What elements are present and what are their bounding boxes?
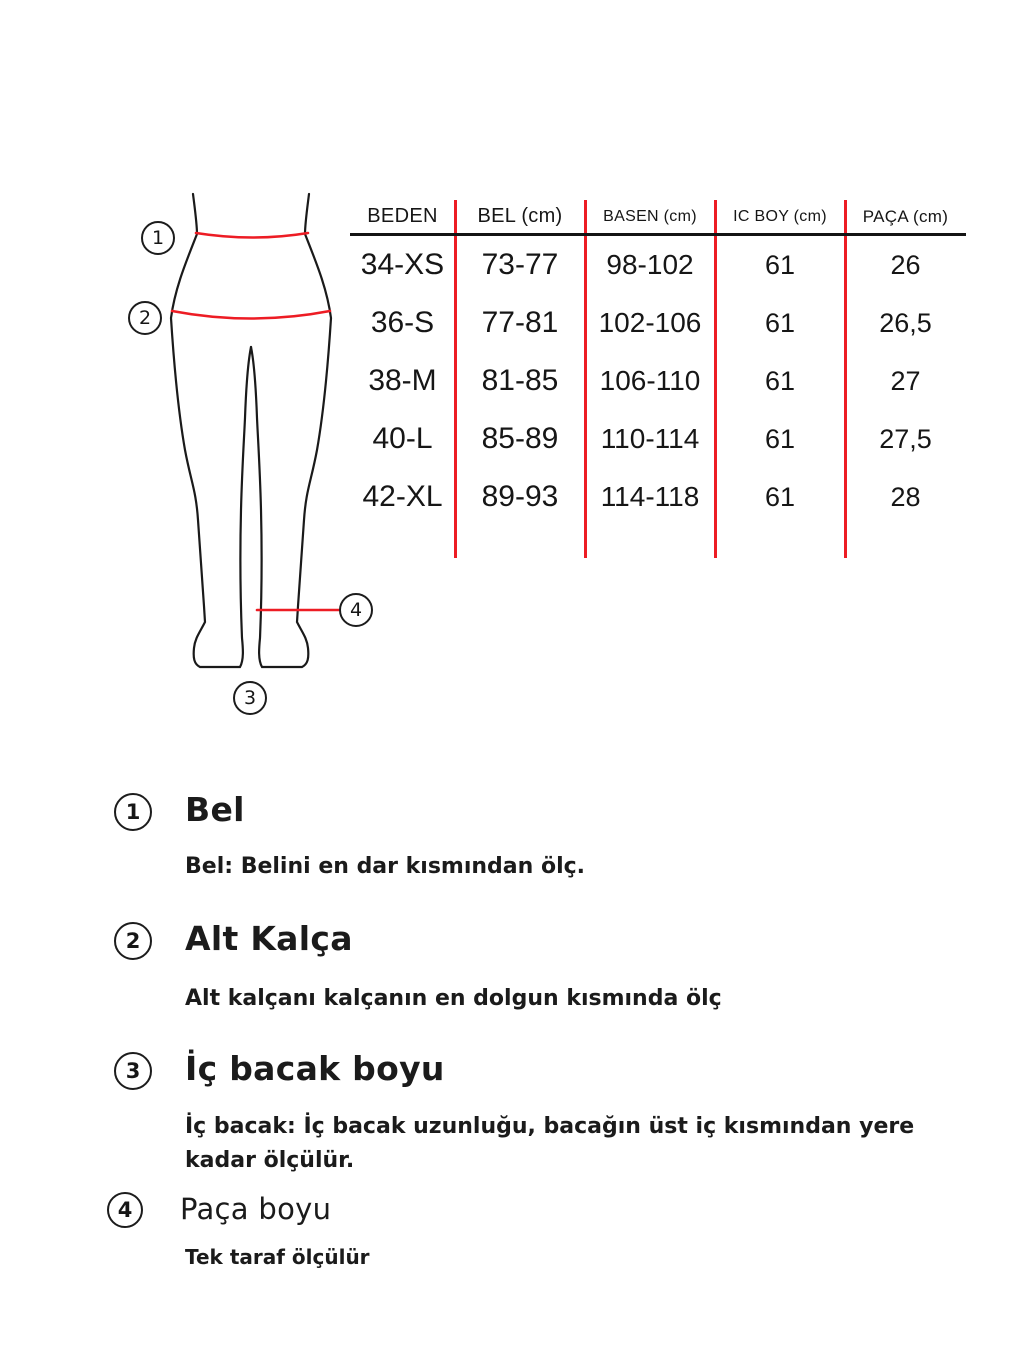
legend-number: 4 xyxy=(117,1198,133,1222)
legend-number: 2 xyxy=(125,929,141,953)
waist-measure-line xyxy=(196,233,308,238)
legend-title-bel: Bel xyxy=(185,790,245,829)
cell-ic-boy: 61 xyxy=(764,423,796,454)
cell-basen: 98-102 xyxy=(606,249,694,280)
legend-desc-ic-bacak: İç bacak: İç bacak uzunluğu, bacağın üst iç kısmından yere kadar ölçülür. xyxy=(185,1114,915,1174)
cell-paca: 26,5 xyxy=(879,307,932,338)
cell-ic-boy: 61 xyxy=(764,249,796,280)
table-row xyxy=(350,294,966,352)
diagram-marker-hem xyxy=(339,593,373,627)
cell-basen: 106-110 xyxy=(599,365,701,396)
col-header-ic-boy: IC BOY (cm) xyxy=(733,207,827,225)
legend-number: 1 xyxy=(125,800,141,824)
cell-basen: 110-114 xyxy=(600,423,700,454)
diagram-marker-hip xyxy=(128,301,162,335)
legend-title-ic-bacak: İç bacak boyu xyxy=(185,1049,445,1088)
marker-number: 1 xyxy=(151,227,165,249)
legend-circle-bel xyxy=(114,793,152,831)
diagram-marker-waist xyxy=(141,221,175,255)
cell-paca: 27 xyxy=(890,365,921,396)
legend-number: 3 xyxy=(125,1059,141,1083)
cell-basen: 114-118 xyxy=(600,481,700,512)
cell-beden: 42-XL xyxy=(362,480,443,513)
col-header-paca: PAÇA (cm) xyxy=(862,206,949,226)
table-header-row xyxy=(350,200,966,233)
legend-circle-ic-bacak xyxy=(114,1052,152,1090)
marker-number: 3 xyxy=(243,687,257,709)
legend-desc-bel: Bel: Belini en dar kısmından ölç. xyxy=(185,854,586,879)
cell-bel: 73-77 xyxy=(481,248,559,281)
table-row xyxy=(350,468,966,526)
table-row xyxy=(350,410,966,468)
legend-circle-paca xyxy=(107,1192,143,1228)
legend-desc-paca: Tek taraf ölçülür xyxy=(185,1245,370,1269)
cell-beden: 38-M xyxy=(368,364,437,397)
cell-bel: 85-89 xyxy=(481,422,559,455)
cell-beden: 34-XS xyxy=(360,248,445,281)
col-header-bel: BEL (cm) xyxy=(477,205,563,227)
size-table xyxy=(350,200,966,558)
cell-bel: 81-85 xyxy=(481,364,559,397)
legend-title-alt-kalca: Alt Kalça xyxy=(185,919,353,958)
leg-outline xyxy=(171,194,331,667)
marker-number: 4 xyxy=(349,599,363,621)
cell-bel: 89-93 xyxy=(481,480,559,513)
cell-basen: 102-106 xyxy=(598,307,702,338)
cell-paca: 27,5 xyxy=(879,423,932,454)
cell-paca: 28 xyxy=(890,481,921,512)
hip-measure-line xyxy=(172,311,330,319)
legend-desc-alt-kalca: Alt kalçanı kalçanın en dolgun kısmında ölç xyxy=(185,986,722,1011)
col-header-beden: BEDEN xyxy=(367,205,438,227)
cell-paca: 26 xyxy=(890,249,921,280)
col-header-basen: BASEN (cm) xyxy=(603,207,697,225)
cell-bel: 77-81 xyxy=(481,306,559,339)
cell-ic-boy: 61 xyxy=(764,365,796,396)
legend-circle-alt-kalca xyxy=(114,922,152,960)
cell-ic-boy: 61 xyxy=(764,307,796,338)
cell-beden: 40-L xyxy=(372,422,433,455)
legend-title-paca: Paça boyu xyxy=(180,1192,332,1226)
diagram-marker-inseam xyxy=(233,681,267,715)
table-row xyxy=(350,352,966,410)
marker-number: 2 xyxy=(138,307,152,329)
cell-beden: 36-S xyxy=(370,306,435,339)
cell-ic-boy: 61 xyxy=(764,481,796,512)
table-row xyxy=(350,236,966,294)
